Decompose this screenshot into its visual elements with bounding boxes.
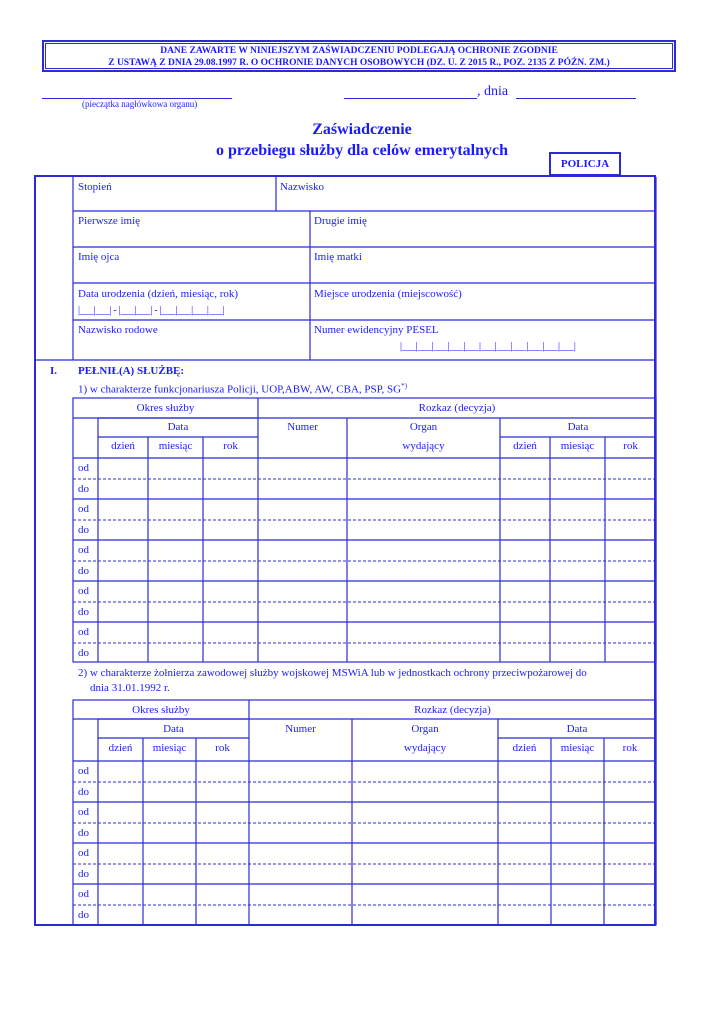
t2-miesiac2-header: miesiąc bbox=[560, 742, 595, 754]
date-label: , dnia bbox=[477, 84, 509, 99]
policja-badge: POLICJA bbox=[549, 152, 621, 176]
t2-wydajacy-header: wydający bbox=[403, 742, 447, 754]
t1-row1-od: od bbox=[78, 462, 89, 474]
t2-row2-do: do bbox=[78, 827, 89, 839]
t2-okres-header: Okres służby bbox=[132, 704, 190, 716]
t2-row3-od: od bbox=[78, 847, 89, 859]
t2-rozkaz-header: Rozkaz (decyzja) bbox=[414, 704, 491, 716]
document-subtitle: o przebiegu służby dla celów emerytalnych bbox=[216, 142, 508, 159]
t2-row4-do: do bbox=[78, 909, 89, 921]
t2-row2-od: od bbox=[78, 806, 89, 818]
pesel-mask[interactable]: |___|___|___|___|___|___|___|___|___|___|___| bbox=[400, 341, 576, 352]
field-pierwsze-imie[interactable]: Pierwsze imię bbox=[78, 215, 141, 227]
t2-data-header: Data bbox=[163, 723, 184, 735]
birthdate-mask[interactable]: |___|___| - |___|___| - |___|___|___|___| bbox=[78, 305, 225, 316]
field-nazwisko-rodowe[interactable]: Nazwisko rodowe bbox=[78, 324, 158, 336]
subsection-1-title bbox=[78, 382, 407, 396]
field-drugie-imie[interactable]: Drugie imię bbox=[314, 215, 367, 227]
t1-row2-do: do bbox=[78, 524, 89, 536]
t1-row5-do: do bbox=[78, 647, 89, 659]
t1-rok-header: rok bbox=[223, 440, 238, 452]
t1-dzien2-header: dzień bbox=[513, 440, 537, 452]
t1-okres-header: Okres służby bbox=[136, 402, 195, 414]
document-title: Zaświadczenie bbox=[312, 121, 412, 138]
field-miejsce-urodzenia[interactable]: Miejsce urodzenia (miejscowość) bbox=[314, 288, 462, 300]
t2-numer-header: Numer bbox=[285, 723, 316, 735]
t1-row3-od: od bbox=[78, 544, 89, 556]
t2-row3-do: do bbox=[78, 868, 89, 880]
stamp-caption: (pieczątka nagłówkowa organu) bbox=[82, 99, 198, 109]
subsection-2-line-1: 2) w charakterze żołnierza zawodowej służby wojskowej MSWiA lub w jednostkach ochrony przeciwpożarowej do bbox=[78, 667, 587, 679]
t1-row5-od: od bbox=[78, 626, 89, 638]
t2-dzien-header: dzień bbox=[108, 742, 133, 754]
t1-dzien-header: dzień bbox=[111, 440, 135, 452]
t2-miesiac-header: miesiąc bbox=[152, 742, 187, 754]
t2-rok2-header: rok bbox=[622, 742, 638, 754]
t1-data-header: Data bbox=[167, 421, 189, 433]
t1-row4-od: od bbox=[78, 585, 89, 597]
subsection-1-text: 1) w charakterze funkcjonariusza Policji, UOP,ABW, AW, CBA, PSP, SG bbox=[78, 383, 402, 396]
field-data-urodzenia[interactable]: Data urodzenia (dzień, miesiąc, rok) bbox=[78, 288, 239, 300]
t2-row1-do: do bbox=[78, 786, 89, 798]
t1-organ-header: Organ bbox=[409, 421, 438, 433]
t1-rok2-header: rok bbox=[623, 440, 638, 452]
footnote-mark: *) bbox=[401, 382, 407, 390]
t1-rozkaz-header: Rozkaz (decyzja) bbox=[418, 402, 496, 414]
t1-row1-do: do bbox=[78, 483, 89, 495]
t2-row4-od: od bbox=[78, 888, 89, 900]
t2-organ-header: Organ bbox=[411, 723, 439, 735]
t1-row4-do: do bbox=[78, 606, 89, 618]
section-heading: PEŁNIŁ(A) SŁUŻBĘ: bbox=[78, 365, 185, 377]
t1-numer-header: Numer bbox=[287, 421, 318, 433]
notice-line-2: Z USTAWĄ Z DNIA 29.08.1997 R. O OCHRONIE DANYCH OSOBOWYCH (DZ. U. Z 2015 R., POZ. 2135 Z PÓŹN. ZM.) bbox=[108, 58, 610, 68]
field-nazwisko[interactable]: Nazwisko bbox=[280, 181, 324, 193]
field-imie-ojca[interactable]: Imię ojca bbox=[78, 251, 120, 263]
t2-rok-header: rok bbox=[215, 742, 230, 754]
notice-line-1: DANE ZAWARTE W NINIEJSZYM ZAŚWIADCZENIU PODLEGAJĄ OCHRONIE ZGODNIE bbox=[160, 46, 558, 56]
t1-wydajacy-header: wydający bbox=[402, 440, 445, 452]
t1-row2-od: od bbox=[78, 503, 89, 515]
t1-data2-header: Data bbox=[567, 421, 589, 433]
t2-row1-od: od bbox=[78, 765, 89, 777]
field-stopien[interactable]: Stopień bbox=[78, 181, 112, 193]
t2-data2-header: Data bbox=[566, 723, 588, 735]
t1-miesiac2-header: miesiąc bbox=[560, 440, 595, 452]
field-imie-matki[interactable]: Imię matki bbox=[314, 251, 362, 263]
section-number: I. bbox=[50, 365, 58, 377]
t1-miesiac-header: miesiąc bbox=[158, 440, 193, 452]
t2-dzien2-header: dzień bbox=[512, 742, 537, 754]
subsection-2-line-2: dnia 31.01.1992 r. bbox=[90, 682, 170, 694]
field-pesel[interactable]: Numer ewidencyjny PESEL bbox=[314, 324, 439, 336]
t1-row3-do: do bbox=[78, 565, 89, 577]
